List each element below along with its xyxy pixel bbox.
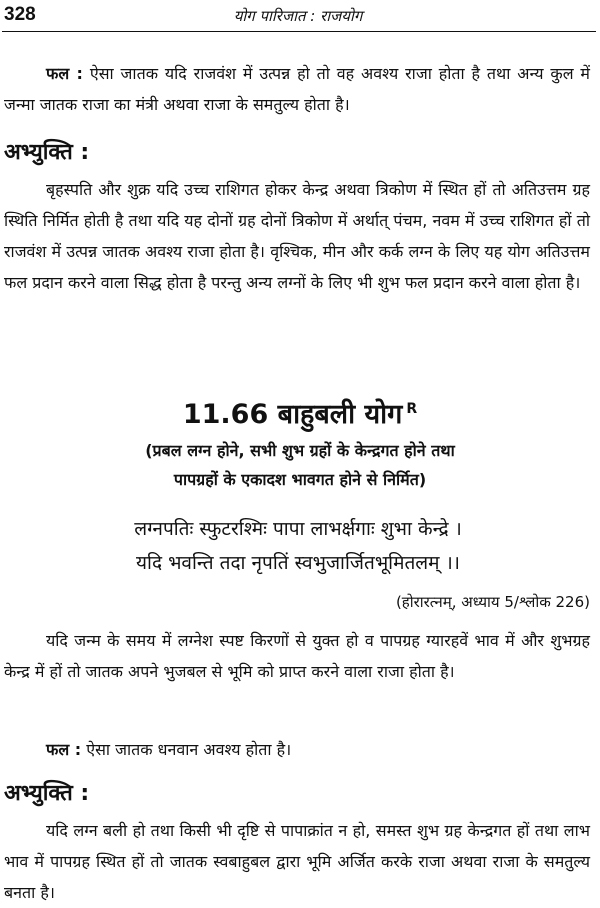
comment-heading-2: अभ्युक्ति : xyxy=(4,781,90,806)
comment-heading-1: अभ्युक्ति : xyxy=(4,140,90,165)
meaning-paragraph: यदि जन्म के समय में लग्नेश स्पष्ट किरणों से युक्त हो व पापग्रह ग्यारहवें भाव में और शुभग्रह केन्द्र में हों तो जातक अपने भुजबल से भूमि को प्राप्त करने वाला राजा होता है। xyxy=(4,631,590,681)
header-rule xyxy=(2,31,596,32)
yoga-title xyxy=(0,392,600,432)
phal-paragraph-1 xyxy=(4,58,590,120)
sanskrit-verse xyxy=(10,512,586,580)
phal-text-2: ऐसा जातक धनवान अवश्य होता है। xyxy=(86,740,292,759)
running-title: योग पारिजात : राजयोग xyxy=(233,7,363,25)
phal-label: फल : xyxy=(46,64,83,83)
page-number: 328 xyxy=(4,4,36,25)
verse-line-2: यदि भवन्ति तदा नृपतिं स्वभुजार्जितभूमितलम् ।। xyxy=(136,552,460,574)
page-header xyxy=(4,4,592,32)
verse-line-1: लग्नपतिः स्फुटरश्मिः पापा लाभर्क्षगाः शुभा केन्द्रे । xyxy=(134,518,462,540)
comment-paragraph-1: बृहस्पति और शुक्र यदि उच्च राशिगत होकर केन्द्र अथवा त्रिकोण में स्थित हों तो अतिउत्तम ग्रह स्थिति निर्मित होती है तथा यदि यह दोनों ग्रह दोनों त्रिकोण में अर्थात् पंचम, नवम में उच्च राशिगत हों तो राजवंश में उत्पन्न जातक अवश्य राजा होता है। वृश्चिक, मीन और कर्क लग्न के लिए यह योग अतिउत्तम फल प्रदान करने वाला सिद्ध होता है परन्तु अन्य लग्नों के लिए भी शुभ फल प्रदान करने वाला होता है। xyxy=(4,180,590,292)
yoga-subtitle-line1: (प्रबल लग्न होने, सभी शुभ ग्रहों के केन्द्रगत होने तथा xyxy=(145,441,455,460)
phal-label-2: फल : xyxy=(46,740,82,759)
yoga-title-superscript: R xyxy=(406,401,418,417)
comment-paragraph-2: यदि लग्न बली हो तथा किसी भी दृष्टि से पापाक्रांत न हो, समस्त शुभ ग्रह केन्द्रगत हों तथा लाभ भाव में पापग्रह स्थित हों तो जातक स्वबाहुबल द्वारा भूमि अर्जित करके राजा अथवा राजा के समतुल्य बनता है। xyxy=(4,821,590,902)
yoga-title-text: 11.66 बाहुबली योग xyxy=(182,399,403,430)
phal-paragraph-2 xyxy=(4,734,590,765)
yoga-title-block xyxy=(0,392,600,494)
verse-source: (होरारत्नम्, अध्याय 5/श्लोक 226) xyxy=(395,593,590,611)
phal-text: ऐसा जातक यदि राजवंश में उत्पन्न हो तो वह अवश्य राजा होता है तथा अन्य कुल में जन्मा जातक राजा का मंत्री अथवा राजा के समतुल्य होता है। xyxy=(4,64,590,114)
yoga-subtitle-line2: पापग्रहों के एकादश भावगत होने से निर्मित) xyxy=(173,470,427,489)
yoga-subtitle xyxy=(0,436,600,494)
